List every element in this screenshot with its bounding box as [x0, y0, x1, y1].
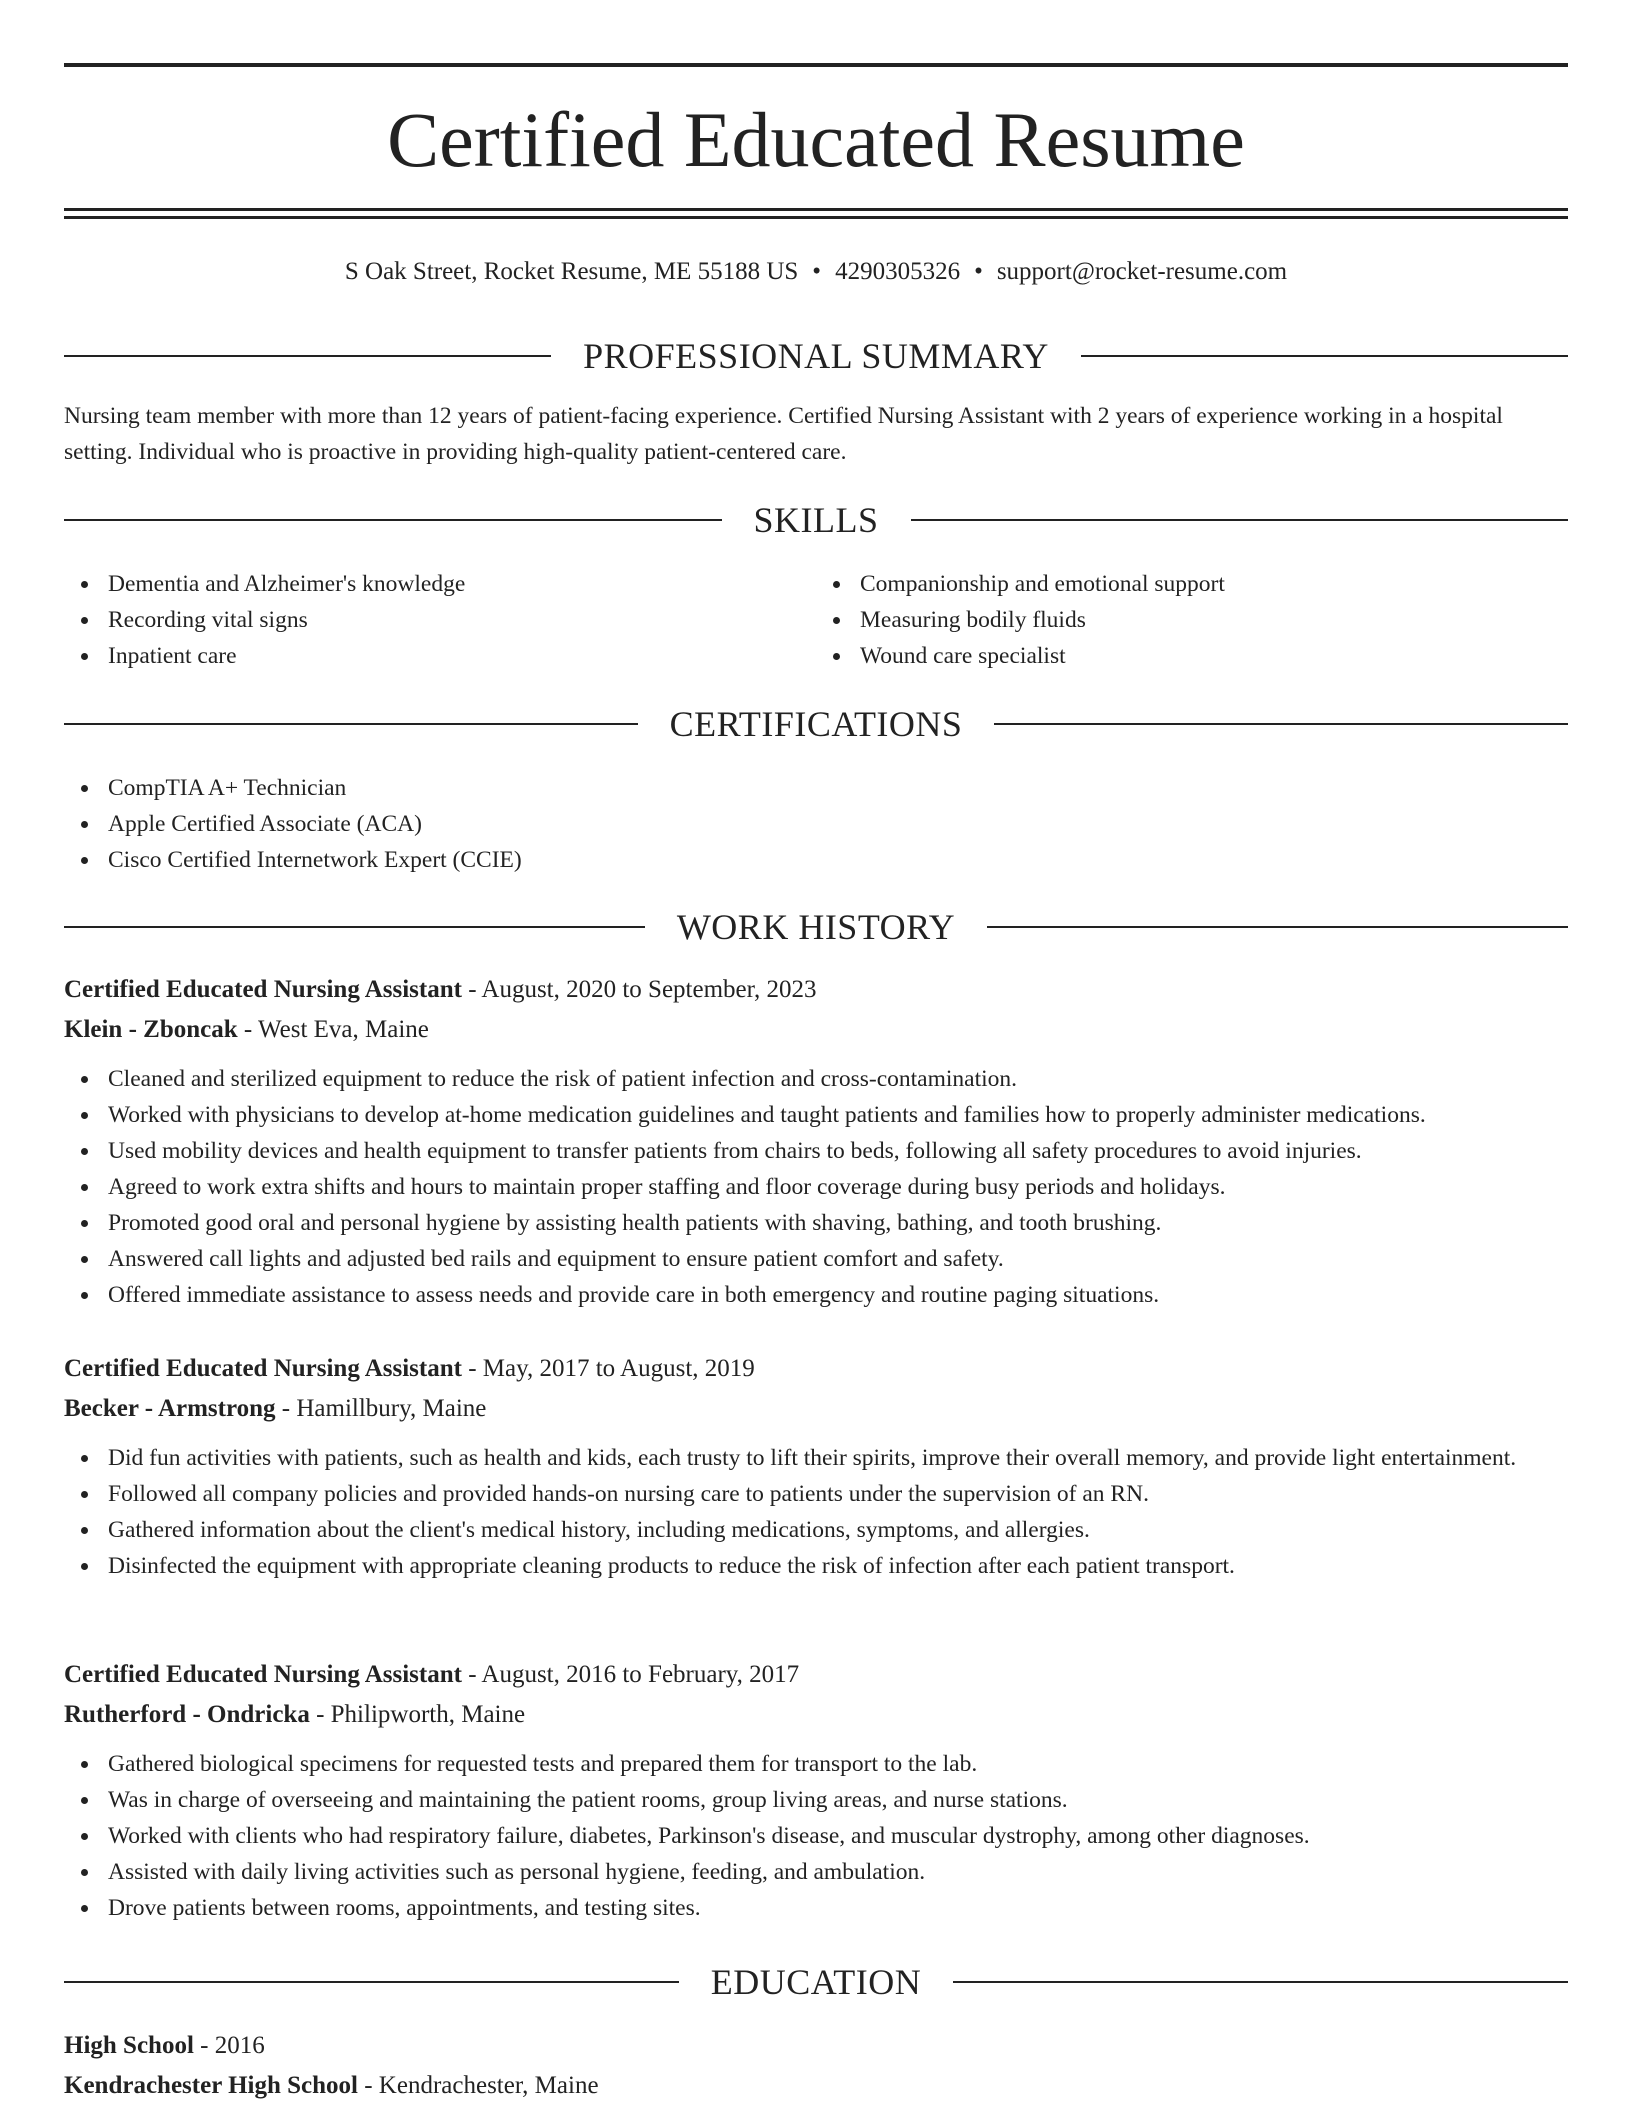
job-bullet: Followed all company policies and provided hands-on nursing care to patients under the supervision of an RN.	[64, 1476, 1568, 1512]
skill-item: Wound care specialist	[816, 638, 1568, 674]
title-rule-upper	[64, 208, 1568, 211]
certifications-list	[64, 770, 1568, 878]
heading-rule	[953, 1981, 1568, 1983]
heading-label: EDUCATION	[710, 1962, 922, 2002]
top-rule	[64, 63, 1568, 67]
job-entry	[64, 1656, 1568, 1926]
job-bullet: Worked with clients who had respiratory failure, diabetes, Parkinson's disease, and muscular dystrophy, among other diagnoses.	[64, 1818, 1568, 1854]
job-bullet: Worked with physicians to develop at-home medication guidelines and taught patients and families how to properly administer medications.	[64, 1097, 1568, 1133]
job-dates: - May, 2017 to August, 2019	[461, 1355, 755, 1382]
job-dates: - August, 2020 to September, 2023	[461, 976, 817, 1003]
job-location: - Philipworth, Maine	[309, 1701, 526, 1728]
job-title: Certified Educated Nursing Assistant	[64, 1355, 462, 1382]
job-company: Becker - Armstrong	[64, 1395, 276, 1422]
job-bullet: Gathered information about the client's medical history, including medications, symptoms, and allergies.	[64, 1512, 1568, 1548]
job-dates: - August, 2016 to February, 2017	[461, 1661, 800, 1688]
skills-column-right	[816, 566, 1568, 674]
education-entry	[64, 2027, 1568, 2105]
job-bullet: Drove patients between rooms, appointments, and testing sites.	[64, 1890, 1568, 1926]
skill-item: Companionship and emotional support	[816, 566, 1568, 602]
job-bullet: Used mobility devices and health equipment to transfer patients from chairs to beds, following all safety procedures to avoid injuries.	[64, 1133, 1568, 1169]
job-bullets	[64, 1061, 1568, 1313]
heading-rule	[987, 926, 1568, 928]
skill-item: Measuring bodily fluids	[816, 602, 1568, 638]
job-bullet: Offered immediate assistance to assess needs and provide care in both emergency and routine paging situations.	[64, 1277, 1568, 1313]
education-location: - Kendrachester, Maine	[357, 2072, 599, 2099]
section-heading-skills	[64, 498, 1568, 542]
heading-rule	[994, 723, 1568, 725]
heading-label: CERTIFICATIONS	[669, 704, 963, 744]
heading-rule	[911, 519, 1569, 521]
education-degree: High School	[64, 2032, 194, 2059]
job-company-line	[64, 1011, 1568, 1049]
job-location: - Hamillbury, Maine	[275, 1395, 487, 1422]
contact-separator: •	[974, 258, 983, 285]
job-location: - West Eva, Maine	[237, 1016, 429, 1043]
heading-rule	[1081, 355, 1568, 357]
education-school: Kendrachester High School	[64, 2072, 358, 2099]
job-bullet: Disinfected the equipment with appropriate cleaning products to reduce the risk of infection after each patient transport.	[64, 1548, 1568, 1584]
job-bullet: Gathered biological specimens for requested tests and prepared them for transport to the lab.	[64, 1746, 1568, 1782]
job-title: Certified Educated Nursing Assistant	[64, 1661, 462, 1688]
heading-label: SKILLS	[753, 500, 879, 540]
certification-item: Cisco Certified Internetwork Expert (CCIE)	[64, 842, 1568, 878]
job-bullet: Promoted good oral and personal hygiene by assisting health patients with shaving, bathing, and tooth brushing.	[64, 1205, 1568, 1241]
contact-email: support@rocket-resume.com	[996, 258, 1288, 285]
education-year: - 2016	[193, 2032, 265, 2059]
resume-title: Certified Educated Resume	[387, 96, 1245, 183]
heading-label: PROFESSIONAL SUMMARY	[583, 336, 1049, 376]
contact-line	[64, 254, 1568, 290]
certification-item: CompTIA A+ Technician	[64, 770, 1568, 806]
job-company-line	[64, 1696, 1568, 1734]
heading-rule	[64, 1981, 679, 1983]
section-heading-certifications	[64, 702, 1568, 746]
skill-item: Inpatient care	[64, 638, 816, 674]
heading-rule	[64, 519, 722, 521]
contact-phone: 4290305326	[835, 258, 961, 285]
job-bullets	[64, 1440, 1568, 1584]
section-heading-education	[64, 1960, 1568, 2004]
certification-item: Apple Certified Associate (ACA)	[64, 806, 1568, 842]
contact-address: S Oak Street, Rocket Resume, ME 55188 US	[344, 258, 799, 285]
job-bullet: Cleaned and sterilized equipment to reduce the risk of patient infection and cross-contamination.	[64, 1061, 1568, 1097]
skills-column-left	[64, 566, 816, 674]
job-bullets	[64, 1746, 1568, 1926]
job-bullet: Was in charge of overseeing and maintaining the patient rooms, group living areas, and nurse stations.	[64, 1782, 1568, 1818]
job-bullet: Assisted with daily living activities such as personal hygiene, feeding, and ambulation.	[64, 1854, 1568, 1890]
job-title-line	[64, 971, 1568, 1009]
job-company: Klein - Zboncak	[64, 1016, 238, 1043]
heading-rule	[64, 926, 645, 928]
skill-item: Recording vital signs	[64, 602, 816, 638]
section-heading-work-history	[64, 905, 1568, 949]
job-company-line	[64, 1390, 1568, 1428]
section-heading-summary	[64, 334, 1568, 378]
heading-rule	[64, 723, 638, 725]
job-title-line	[64, 1656, 1568, 1694]
job-bullet: Did fun activities with patients, such as health and kids, each trusty to lift their spirits, improve their overall memory, and provide light entertainment.	[64, 1440, 1568, 1476]
job-title: Certified Educated Nursing Assistant	[64, 976, 462, 1003]
job-company: Rutherford - Ondricka	[64, 1701, 310, 1728]
summary-text: Nursing team member with more than 12 years of patient-facing experience. Certified Nursing Assistant with 2 years of experience working in a hospital setting. Individual who is proactive in providing high-quality patient-centered care.	[64, 403, 1503, 465]
skills-list	[64, 566, 1568, 674]
job-bullet: Agreed to work extra shifts and hours to maintain proper staffing and floor coverage during busy periods and holidays.	[64, 1169, 1568, 1205]
job-bullet: Answered call lights and adjusted bed rails and equipment to ensure patient comfort and safety.	[64, 1241, 1568, 1277]
skill-item: Dementia and Alzheimer's knowledge	[64, 566, 816, 602]
heading-rule	[64, 355, 551, 357]
title-rule-lower	[64, 216, 1568, 219]
education-school-line	[64, 2067, 1568, 2105]
heading-label: WORK HISTORY	[676, 907, 956, 947]
contact-separator: •	[812, 258, 822, 285]
job-title-line	[64, 1350, 1568, 1388]
job-entry	[64, 1350, 1568, 1584]
job-entry	[64, 971, 1568, 1313]
education-degree-line	[64, 2027, 1568, 2065]
